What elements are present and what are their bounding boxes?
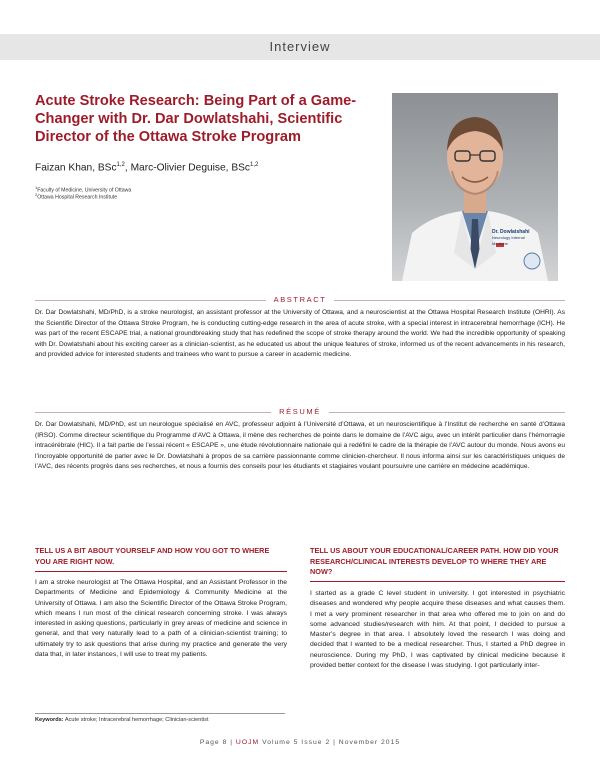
page-footer: Page 8 | UOJM Volume 5 Issue 2 | November 2015 bbox=[199, 739, 401, 746]
keywords-rule bbox=[35, 713, 285, 714]
footer-issue: Volume 5 Issue 2 bbox=[262, 739, 331, 746]
resume-text: Dr. Dar Dowlatshahi, MD/PhD, est un neurologue spécialisé en AVC, professeur adjoint à l’Université d’Ottawa, et un neuroscientifique à l’Institut de recherche en santé d’Ottawa (IRSO). Comme directeur scientifique du Programme d’AVC à Ottawa, il mène des recherches de pointe dans le domaine de l’AVC aigu, avec un intérêt particulier dans l’hémorragie intracérébrale (HIC). Il a fait partie de l’essai récent « ESCAPE », une étude révolutionnaire nationale qui a redéfini le cadre de la thérapie de l’AVC autour du monde. Nous avons eu l’incroyable opportunité de parler avec le Dr. Dowlatshahi à propos de sa carrière passionnante comme clinicien-chercheur. Il nous informa ainsi sur les caractéristiques uniques de l’AVC, des récents progrès dans ses recherches, et nous a fournis des conseils pour les étudiants et stagiaires voulant poursuivre une carrière en médecine académique. bbox=[35, 421, 565, 470]
right-question-heading: TELL US ABOUT YOUR EDUCATIONAL/CAREER PATH. HOW DID YOUR RESEARCH/CLINICAL INTERESTS DEVELOP TO WHERE THEY ARE NOW? bbox=[310, 546, 559, 576]
author-name: Marc-Olivier Deguise, BSc bbox=[130, 162, 251, 174]
section-header-label: Interview bbox=[269, 39, 331, 54]
author-affiliation-mark: 1,2 bbox=[116, 162, 125, 168]
right-question-rule bbox=[310, 581, 565, 582]
abstract-label: ABSTRACT bbox=[0, 295, 600, 304]
affiliation: $^2$Ottawa Hospital Research Institute bbox=[35, 192, 118, 201]
left-question-heading: TELL US A BIT ABOUT YOURSELF AND HOW YOU GOT TO WHERE YOU ARE RIGHT NOW. bbox=[35, 546, 270, 566]
affiliation: $^1$Faculty of Medicine, University of Ottawa bbox=[35, 185, 132, 194]
portrait-photo bbox=[392, 93, 558, 281]
portrait-illustration bbox=[392, 93, 558, 281]
keywords bbox=[35, 717, 295, 723]
left-answer-text: I am a stroke neurologist at The Ottawa Hospital, and an Assistant Professor in the Departments of Medicine and Epidemiology & Community Medicine at the University of Ottawa. I am also the Scientific Director of the Ottawa Stroke Program, which means I run most of the clinical research concerning stroke. I was always interested in asking questions, particularly in grey areas of medicine and science in general, and that very naturally lead to a path of a clinician-scientist training; to ultimately try to ask questions that arise during my practice and generate the very data that, in later instances, I will use to treat my patients. bbox=[35, 579, 287, 659]
footer-page: Page 8 bbox=[199, 739, 228, 746]
coat-badge: Dr. Dowlatshahi Neurology Internal Medicine bbox=[492, 229, 530, 246]
keywords-label: Keywords: bbox=[35, 717, 64, 723]
author-name: Faizan Khan, BSc bbox=[35, 162, 117, 174]
section-header-band bbox=[0, 34, 600, 60]
footer-date: November 2015 bbox=[338, 739, 401, 746]
resume-label: RÉSUMÉ bbox=[0, 407, 600, 416]
author-affiliation-mark: 1,2 bbox=[250, 162, 259, 168]
right-answer-text: I started as a grade C level student in university. I got interested in psychiatric diseases and wondered why people acquire these diseases and what causes them. I met a very prominent researcher in that area who offered me to join on and do some advanced studies/research with him. At that point, I decided to pursue a Master’s degree in that area. I absolutely loved the research I was doing and decided that I wanted to be a medical researcher. Thus, I started a PhD degree in neuroscience. During my PhD, I was captivated by clinical medicine because it provided better context for the disease I was studying. I got particularly inter- bbox=[310, 590, 565, 670]
footer-journal: UOJM bbox=[235, 739, 260, 746]
abstract-text: Dr. Dar Dowlatshahi, MD/PhD, is a stroke neurologist, an assistant professor at the University of Ottawa, and a neuroscientist at the Ottawa Hospital Research Institute (OHRI). As the Scientific Director of the Ottawa Stroke Program, he is conducting cutting-edge research in the area of acute stroke, with a special interest in intracerebral hemorrhage (ICH). He was part of the recent ESCAPE trial, a national groundbreaking study that has redefined the scope of stroke therapy around the world. We had the incredible opportunity of speaking with Dr. Dowlatshahi about his exciting career as a clinician-scientist, as he educated us about the unique features of stroke, informed us of the recent advancements in his research, and provided advice for interested students and trainees who want to pursue a career in academic medicine. bbox=[35, 309, 565, 358]
article-title: Acute Stroke Research: Being Part of a Game-Changer with Dr. Dar Dowlatshahi, Scientific Director of the Ottawa Stroke Program bbox=[35, 93, 357, 145]
author-list: Faizan Khan, BSc$^{1,2}$, Marc-Olivier Deguise, BSc$^{1,2}$ bbox=[35, 162, 259, 174]
keywords-text: Acute stroke; Intracerebral hemorrhage; Clinician-scientist bbox=[64, 717, 209, 723]
left-question-rule bbox=[35, 571, 287, 572]
